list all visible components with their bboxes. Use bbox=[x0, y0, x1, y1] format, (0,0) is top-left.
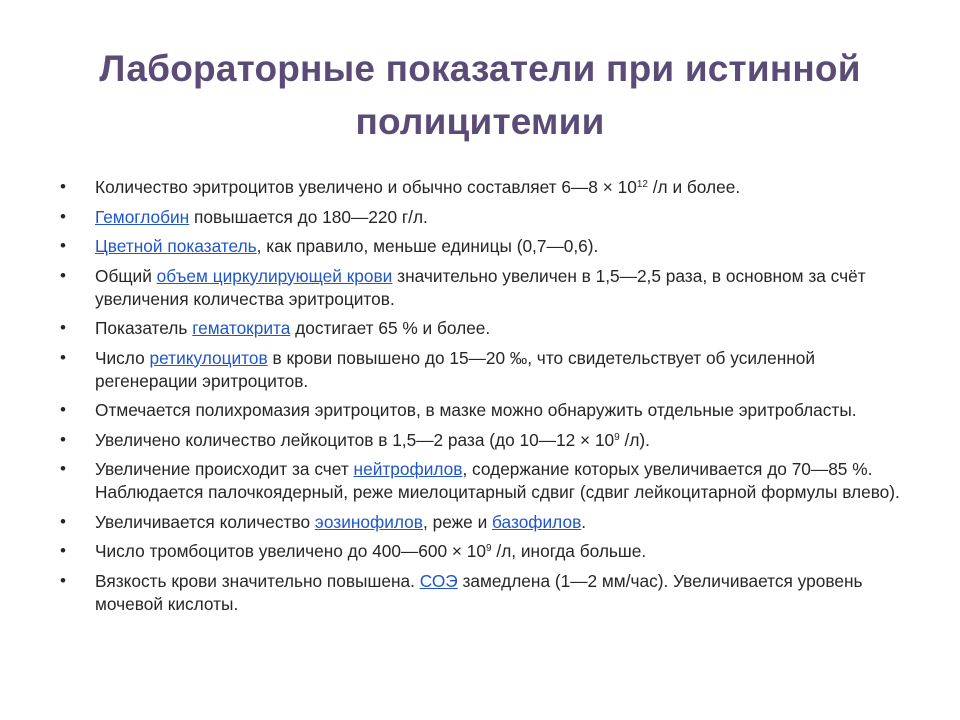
text-segment: Число тромбоцитов увеличено до 400—600 × 10 bbox=[95, 541, 487, 561]
list-item-text bbox=[95, 459, 900, 502]
bullet-icon: • bbox=[60, 177, 66, 196]
text-segment: замедлена (1—2 мм/час). Увеличивается уровень мочевой кислоты. bbox=[95, 570, 863, 614]
term-link[interactable]: ретикулоцитов bbox=[149, 347, 268, 368]
list-item bbox=[60, 265, 910, 311]
bullet-list bbox=[60, 176, 910, 622]
text-segment: Увеличено количество лейкоцитов в 1,5—2 раза (до 10—12 × 10 bbox=[95, 429, 615, 450]
text-segment: . bbox=[581, 511, 587, 532]
list-item bbox=[60, 511, 910, 534]
title-line-1: Лабораторные показатели при истинной bbox=[99, 48, 861, 89]
list-item bbox=[60, 317, 910, 340]
list-item bbox=[60, 235, 910, 258]
slide-title bbox=[40, 42, 920, 148]
term-link[interactable]: гематокрита bbox=[192, 318, 291, 338]
list-item-text bbox=[95, 571, 863, 614]
text-segment: Количество эритроцитов увеличено и обычно составляет 6—8 × 10 bbox=[95, 177, 637, 197]
text-segment: , содержание которых увеличивается до 70—85 %. Наблюдается палочкоядерный, реже миелоцитарный сдвиг (сдвиг лейкоцитарной формулы влево). bbox=[95, 459, 900, 502]
bullet-icon: • bbox=[60, 459, 66, 478]
bullet-icon: • bbox=[60, 265, 66, 285]
bullet-icon: • bbox=[60, 318, 66, 337]
list-item bbox=[60, 206, 910, 229]
superscript-exponent: 12 bbox=[636, 179, 648, 190]
list-item bbox=[60, 399, 910, 422]
list-item-text bbox=[95, 430, 650, 450]
list-item-text bbox=[95, 318, 490, 338]
term-link[interactable]: Гемоглобин bbox=[95, 206, 190, 227]
text-segment: значительно увеличен в 1,5—2,5 раза, в основном за счёт увеличения количества эритроцитов. bbox=[95, 265, 866, 309]
text-segment: /л, иногда больше. bbox=[491, 541, 647, 561]
list-item bbox=[60, 429, 910, 452]
list-item bbox=[60, 570, 910, 616]
list-item-text bbox=[95, 400, 857, 420]
term-link[interactable]: показатель bbox=[167, 236, 257, 256]
term-link[interactable]: СОЭ bbox=[419, 570, 458, 591]
list-item-text bbox=[95, 512, 586, 532]
bullet-icon: • bbox=[60, 570, 66, 590]
text-segment: Вязкость крови значительно повышена. bbox=[95, 570, 420, 591]
bullet-icon: • bbox=[60, 347, 66, 367]
bullet-icon: • bbox=[60, 511, 66, 531]
title-line-2: полицитемии bbox=[355, 101, 605, 142]
list-item bbox=[60, 458, 910, 504]
text-segment: повышается до 180—220 г/л. bbox=[189, 206, 428, 227]
bullet-icon: • bbox=[60, 206, 66, 226]
superscript-exponent: 9 bbox=[614, 431, 620, 443]
text-segment: , реже и bbox=[422, 511, 493, 532]
term-link[interactable]: базофилов bbox=[492, 511, 582, 532]
text-segment: Показатель bbox=[95, 318, 193, 338]
list-item-text bbox=[95, 177, 740, 197]
bullet-icon: • bbox=[60, 236, 66, 255]
term-link[interactable]: нейтрофилов bbox=[353, 459, 463, 479]
term-link[interactable]: объем циркулирующей крови bbox=[156, 265, 393, 286]
list-item bbox=[60, 540, 910, 563]
text-segment: Общий bbox=[95, 265, 157, 286]
text-segment: в крови повышено до 15—20 ‰, что свидетельствует об усиленной регенерации эритроцитов. bbox=[95, 347, 816, 391]
superscript-exponent: 9 bbox=[486, 543, 492, 554]
text-segment: Отмечается полихромазия эритроцитов, в мазке можно обнаружить отдельные эритробласты. bbox=[95, 400, 857, 420]
list-item bbox=[60, 176, 910, 199]
text-segment: /л). bbox=[619, 429, 650, 450]
list-item-text bbox=[95, 541, 646, 561]
list-item-text bbox=[95, 207, 428, 227]
list-item-text bbox=[95, 266, 866, 309]
bullet-icon: • bbox=[60, 400, 66, 419]
term-link[interactable]: Цветной bbox=[95, 236, 168, 256]
bullet-icon: • bbox=[60, 541, 66, 560]
bullet-icon: • bbox=[60, 429, 66, 449]
text-segment: /л и более. bbox=[647, 177, 741, 197]
text-segment: Увеличение происходит за счет bbox=[95, 459, 354, 479]
text-segment: , как правило, меньше единицы (0,7—0,6). bbox=[256, 236, 599, 256]
list-item-text bbox=[95, 236, 598, 256]
term-link[interactable]: эозинофилов bbox=[314, 511, 423, 532]
text-segment: Число bbox=[95, 347, 150, 368]
text-segment: достигает 65 % и более. bbox=[290, 318, 491, 338]
list-item bbox=[60, 347, 910, 393]
text-segment: Увеличивается количество bbox=[95, 511, 315, 532]
list-item-text bbox=[95, 348, 815, 391]
